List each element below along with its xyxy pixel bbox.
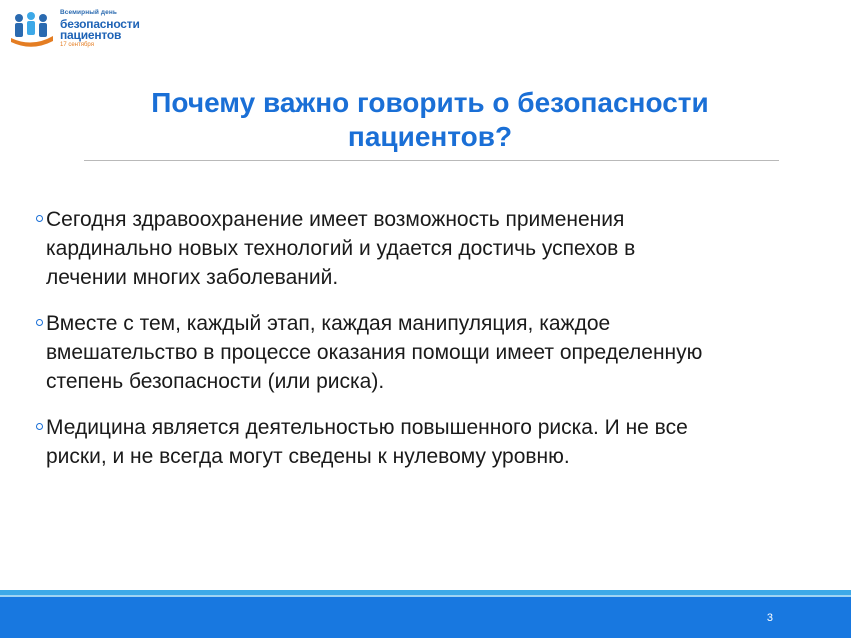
event-logo [10,10,160,50]
bullet-line: степень безопасности (или риска). [46,370,385,393]
slide-title [60,86,800,154]
bullet-line: вмешательство в процессе оказания помощи имеет определенную [46,341,703,364]
slide-title-line-1: Почему важно говорить о безопасности [151,87,709,118]
bullet-list [36,205,836,488]
bullet-line: Медицина является деятельностью повышенного риска. И не все [46,416,688,439]
circle-bullet-icon [36,215,43,222]
logo-line-2: безопасности [60,16,140,31]
logo-text [60,10,140,48]
logo-line-3: пациентов [60,27,122,42]
bullet-item [36,413,836,471]
logo-people-icon [10,12,54,48]
bullet-line: лечении многих заболеваний. [46,266,339,289]
bullet-line: риски, и не всегда могут сведены к нулевому уровню. [46,445,570,468]
title-divider [84,160,779,161]
slide-title-line-2: пациентов? [347,121,513,152]
footer-bar [0,597,851,638]
circle-bullet-icon [36,423,43,430]
bullet-item [36,205,836,292]
circle-bullet-icon [36,319,43,326]
logo-date: 17 сентября [60,41,94,48]
page-number: 3 [766,612,773,624]
bullet-line: кардинально новых технологий и удается достичь успехов в [46,237,636,260]
bullet-item [36,309,836,396]
logo-line-1: Всемирный день [60,9,117,16]
bullet-line: Вместе с тем, каждый этап, каждая манипуляция, каждое [46,312,611,335]
bullet-line: Сегодня здравоохранение имеет возможность применения [46,208,625,231]
